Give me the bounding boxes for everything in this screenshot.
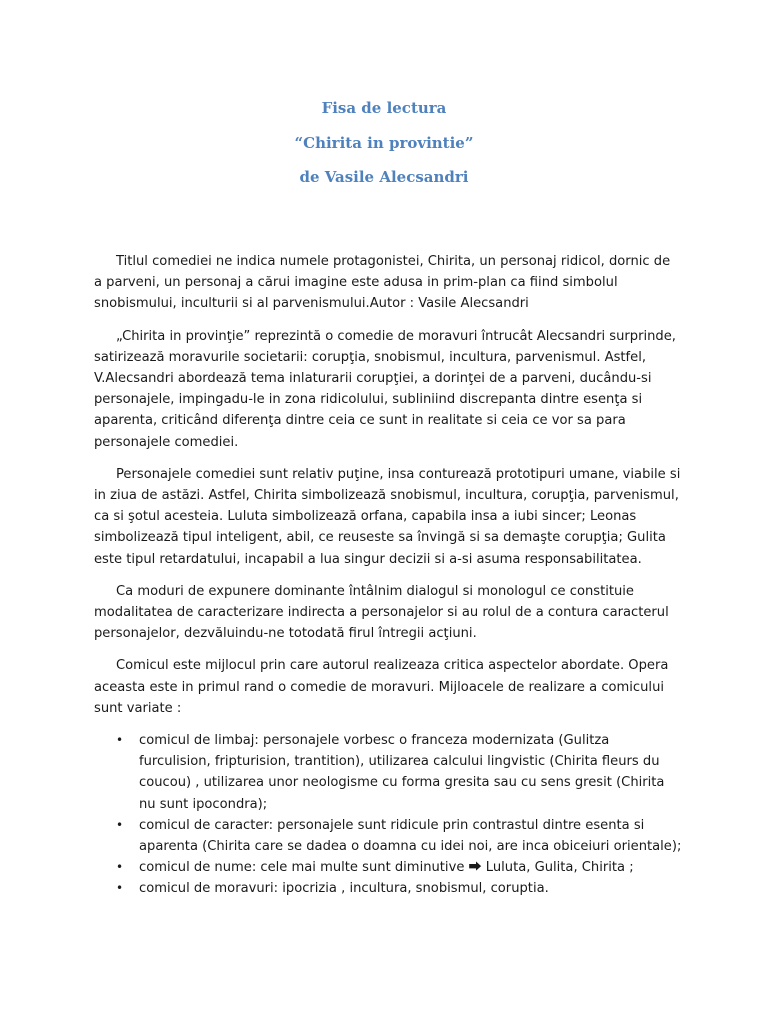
bullet-icon: • [116, 817, 124, 832]
paragraph-characters: Personajele comediei sunt relativ puţine, insa conturează prototipuri umane, viabile si in ziua de astăzi. Astfel, Chirita simbolizează snobismul, incultura, corupţia, parvenismul, ca si şotul acesteia. Luluta simbolizează orfana, capabila insa a iubi sincer; Leonas simbolizează tipul inteligent, abil, ce reuseste sa învingă si sa demaşte corupţia; Gulita este tipul retardatului, incapabil a lua singur decizii si a-si asuma responsabilitatea. [94, 466, 681, 567]
bullet-icon: • [116, 733, 124, 748]
document-body [94, 251, 682, 900]
list-item-text: comicul de limbaj: personajele vorbesc o franceza modernizata (Gulitza furculision, fripturision, trantition), utilizarea calcului lingvistic (Chirita fleurs du coucou) , utilizarea unor neologisme cu forma gresita sau cu sens gresit (Chirita nu sunt ipocondra); [139, 733, 665, 812]
list-item [94, 857, 682, 878]
paragraph-intro: Titlul comediei ne indica numele protagonistei, Chirita, un personaj ridicol, dornic de a parveni, un personaj a cărui imagine este adusa in prim-plan ca fiind simbolul snobismului, inculturii si al parvenismului.Autor : Vasile Alecsandri [94, 254, 671, 312]
list-item [94, 878, 682, 899]
paragraph-comic: Comicul este mijlocul prin care autorul realizeaza critica aspectelor abordate. Opera aceasta este in primul rand o comedie de moravuri. Mijloacele de realizare a comicului sunt variate : [94, 658, 669, 716]
bullet-icon: • [116, 860, 124, 875]
bullet-icon: • [116, 881, 124, 896]
list-item-text: comicul de nume: cele mai multe sunt diminutive ⮕ Luluta, Gulita, Chirita ; [139, 860, 634, 876]
list-item [94, 730, 682, 815]
list-item [94, 815, 682, 857]
list-item-text: comicul de caracter: personajele sunt ridicule prin contrastul dintre esenta si aparenta (Chirita care se dadea o doamna cu idei noi, are inca obiceiuri orientale); [139, 817, 682, 855]
list-item-text: comicul de moravuri: ipocrizia , incultura, snobismul, coruptia. [139, 881, 549, 897]
paragraph-expression: Ca moduri de expunere dominante întâlnim dialogul si monologul ce constituie modalitatea de caracterizare indirecta a personajelor si au rolul de a contura caracterul personajelor, dezvăluindu-ne totodată firul întregii acţiuni. [94, 583, 669, 642]
paragraph-theme: „Chirita in provinţie” reprezintă o comedie de moravuri întrucât Alecsandri surprinde, satirizează moravurile societarii: corupţia, snobismul, incultura, parvenismul. Astfel, V.Alecsandri abordează tema inlaturarii corupţiei, a dorinţei de a parveni, ducându-si personajele, impingadu-le in zona ridicolului, subliniind discrepanta dintre esenţa si aparenta, criticând diferenţa dintre ceia ce sunt in realitate si ceia ce vor sa para personajele comediei. [94, 328, 676, 450]
comic-types-list [94, 730, 682, 900]
work-title: “Chirita in provintie” [294, 134, 474, 152]
document-title: Fisa de lectura [321, 99, 447, 117]
author-line: de Vasile Alecsandri [299, 168, 469, 186]
